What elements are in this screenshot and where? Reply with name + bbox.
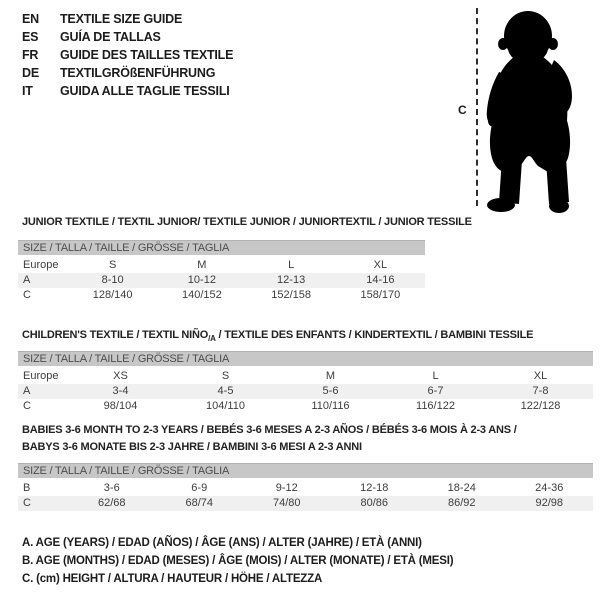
footnote-c: C. (cm) HEIGHT / ALTURA / HAUTEUR / HÖHE / ALTEZZA [22, 573, 323, 585]
row-label: A [23, 274, 31, 286]
value-cell: 152/158 [271, 289, 311, 301]
size-cell: S [108, 259, 117, 271]
value-cell: 62/68 [97, 497, 126, 509]
value-cell: 12-18 [360, 482, 389, 494]
row-label: Europe [23, 259, 59, 271]
row-label: A [23, 385, 31, 397]
babies-size-table [18, 463, 593, 511]
section-title-line: BABYS 3-6 MONATE BIS 2-3 JAHRE / BAMBINI 3-6 MESI A 2-3 ANNI [22, 441, 362, 453]
section-title-junior [22, 214, 472, 231]
value-cell: 140/152 [181, 289, 222, 301]
value-cell: 68/74 [185, 497, 214, 509]
row-label: C [23, 400, 31, 412]
table-row-height [18, 288, 425, 303]
table-row-age-months [18, 481, 593, 496]
table-row-age [18, 273, 425, 288]
table-row-height [18, 399, 593, 414]
footnotes [22, 534, 453, 588]
value-cell: 86/92 [447, 497, 476, 509]
lang-label: GUIDA ALLE TAGLIE TESSILI [60, 84, 230, 98]
value-cell: 4-5 [217, 385, 234, 397]
lang-label: TEXTILGRÖßENFÜHRUNG [60, 66, 216, 80]
value-cell: 92/98 [535, 497, 564, 509]
height-measure-label: C [458, 103, 467, 117]
section-title-line [22, 327, 533, 344]
lang-label: TEXTILE SIZE GUIDE [60, 12, 183, 26]
table-row-europe [18, 258, 425, 273]
lang-row-it [22, 82, 233, 100]
row-label: Europe [23, 370, 59, 382]
value-cell: 128/140 [92, 289, 133, 301]
row-label: C [23, 497, 31, 509]
value-cell: 18-24 [447, 482, 476, 494]
value-cell: 158/170 [360, 289, 401, 301]
children-size-table [18, 351, 593, 414]
footnote-a: A. AGE (YEARS) / EDAD (AÑOS) / ÂGE (ANS) / ALTER (JAHRE) / ETÀ (ANNI) [22, 537, 422, 549]
value-cell: 5-6 [322, 385, 339, 397]
lang-row-de [22, 64, 233, 82]
junior-size-table [18, 240, 425, 303]
value-cell: 12-13 [277, 274, 306, 286]
size-cell: M [197, 259, 207, 271]
title-part: CHILDREN'S TEXTILE / TEXTIL NIÑO [22, 329, 209, 341]
lang-code: FR [22, 48, 39, 62]
title-subscript: /A [208, 334, 216, 344]
lang-label: GUIDE DES TAILLES TEXTILE [60, 48, 234, 62]
value-cell: 6-9 [191, 482, 208, 494]
section-title-line: BABIES 3-6 MONTH TO 2-3 YEARS / BEBÉS 3-6 MESES A 2-3 AÑOS / BÉBÉS 3-6 MOIS À 2-3 ANS / [22, 424, 517, 436]
value-cell: 104/110 [206, 400, 245, 412]
lang-code: DE [22, 66, 39, 80]
size-cell: XS [113, 370, 128, 382]
table-row-height [18, 496, 593, 511]
value-cell: 98/104 [103, 400, 138, 412]
row-label: C [23, 289, 31, 301]
lang-label: GUÍA DE TALLAS [60, 30, 161, 44]
section-title-children [22, 327, 533, 344]
value-cell: 74/80 [272, 497, 301, 509]
value-cell: 80/86 [360, 497, 389, 509]
footnote-b: B. AGE (MONTHS) / EDAD (MESES) / ÂGE (MOIS) / ALTER (MONATE) / ETÀ (MESI) [22, 555, 454, 567]
value-cell: 8-10 [101, 274, 124, 286]
value-cell: 7-8 [532, 385, 549, 397]
row-label: B [23, 482, 31, 494]
size-header-bar: SIZE / TALLA / TAILLE / GRÖSSE / TAGLIA [18, 240, 425, 255]
toddler-silhouette-image [486, 8, 582, 214]
height-measure-dashed-line [476, 8, 478, 206]
lang-row-es [22, 28, 233, 46]
table-row-age [18, 384, 593, 399]
lang-code: EN [22, 12, 39, 26]
table-row-europe [18, 369, 593, 384]
language-header [22, 10, 233, 100]
size-cell: M [325, 370, 336, 382]
lang-code: ES [22, 30, 39, 44]
lang-row-en [22, 10, 233, 28]
value-cell: 122/128 [520, 400, 561, 412]
lang-row-fr [22, 46, 233, 64]
size-header-bar: SIZE / TALLA / TAILLE / GRÖSSE / TAGLIA [18, 463, 593, 478]
value-cell: 14-16 [366, 274, 395, 286]
size-cell: XL [373, 259, 388, 271]
value-cell: 3-4 [112, 385, 129, 397]
size-cell: XL [533, 370, 548, 382]
size-cell: L [288, 259, 295, 271]
size-cell: S [221, 370, 230, 382]
value-cell: 116/122 [416, 400, 455, 412]
value-cell: 24-36 [535, 482, 564, 494]
size-cell: L [432, 370, 439, 382]
section-title-babies [22, 422, 517, 456]
value-cell: 6-7 [427, 385, 444, 397]
value-cell: 110/116 [311, 400, 350, 412]
section-title-line: JUNIOR TEXTILE / TEXTIL JUNIOR/ TEXTILE JUNIOR / JUNIORTEXTIL / JUNIOR TESSILE [22, 216, 472, 228]
title-part: / TEXTILE DES ENFANTS / KINDERTEXTIL / BAMBINI TESSILE [215, 329, 534, 341]
value-cell: 10-12 [187, 274, 216, 286]
lang-code: IT [22, 84, 33, 98]
value-cell: 3-6 [103, 482, 120, 494]
value-cell: 9-12 [275, 482, 298, 494]
size-header-bar: SIZE / TALLA / TAILLE / GRÖSSE / TAGLIA [18, 351, 593, 366]
